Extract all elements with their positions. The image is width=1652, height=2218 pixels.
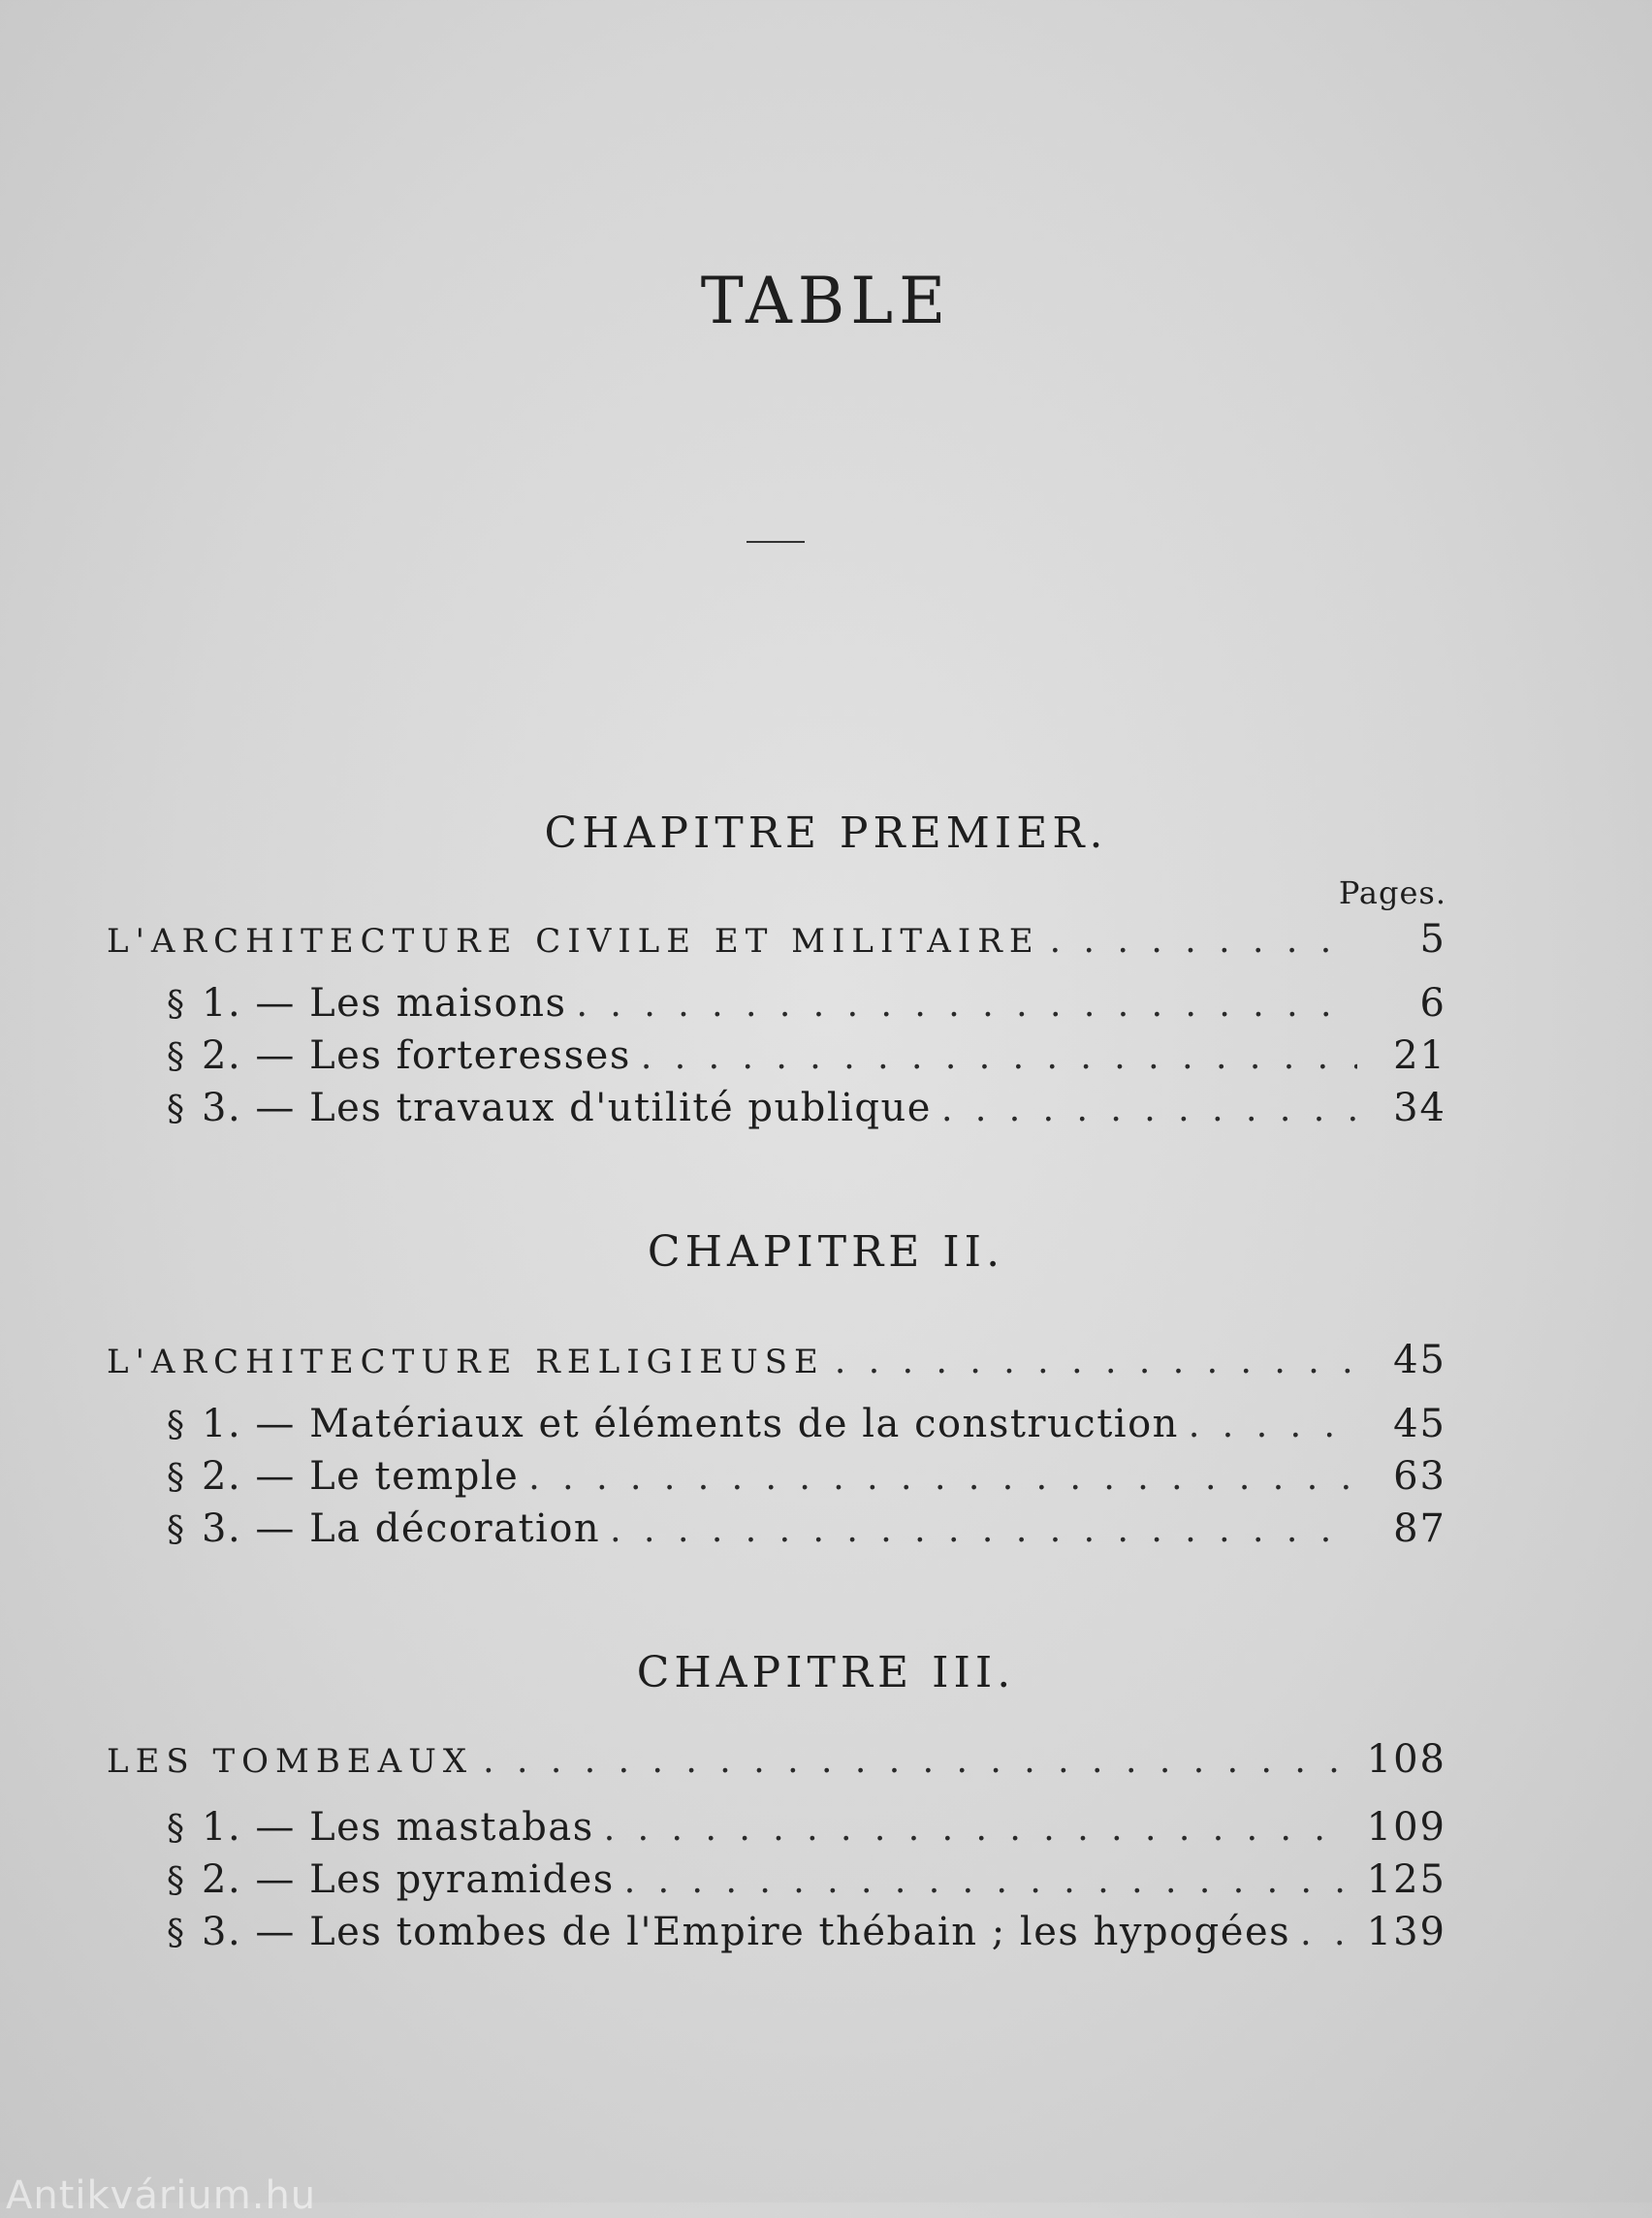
page-number: 34 — [1393, 1086, 1446, 1130]
toc-chapter-entry-2[interactable] — [107, 1338, 1446, 1390]
chapter-heading-3: CHAPITRE III. — [636, 1648, 1016, 1697]
toc-section-entry-3-1[interactable] — [167, 1805, 1446, 1857]
dot-leader — [1300, 1914, 1345, 1953]
section-sign: § — [167, 1809, 184, 1849]
entry-title: 2. — Les pyramides — [202, 1857, 615, 1902]
section-sign: § — [167, 1406, 184, 1445]
toc-chapter-entry-3[interactable] — [107, 1737, 1446, 1790]
page-number: 108 — [1366, 1737, 1446, 1782]
page-number: 45 — [1393, 1338, 1446, 1382]
toc-chapter-entry-1[interactable] — [107, 917, 1446, 969]
toc-section-entry-3-3[interactable] — [167, 1910, 1446, 1962]
page-number: 125 — [1366, 1857, 1446, 1902]
page-number: 45 — [1393, 1402, 1446, 1446]
section-sign: § — [167, 1037, 184, 1077]
chapter-heading-1: CHAPITRE PREMIER. — [544, 808, 1108, 858]
section-sign: § — [167, 1090, 184, 1129]
pages-column-label: Pages. — [1338, 874, 1446, 911]
toc-section-entry-2-3[interactable] — [167, 1506, 1446, 1559]
page-number: 109 — [1366, 1805, 1446, 1850]
toc-section-entry-3-2[interactable] — [167, 1857, 1446, 1910]
entry-title: 3. — Les tombes de l'Empire thébain ; les hypogées — [202, 1910, 1291, 1954]
dot-leader — [1189, 1406, 1357, 1445]
page-number: 139 — [1366, 1910, 1446, 1954]
chapter-heading-2: CHAPITRE II. — [647, 1227, 1005, 1277]
page-number: 63 — [1393, 1454, 1446, 1499]
dot-leader — [604, 1809, 1346, 1849]
dot-leader — [483, 1741, 1346, 1781]
entry-title: 1. — Matériaux et éléments de la construction — [202, 1402, 1179, 1446]
dot-leader — [641, 1037, 1357, 1077]
toc-section-entry-1-3[interactable] — [167, 1086, 1446, 1138]
dot-leader — [1050, 921, 1357, 961]
entry-title: 3. — La décoration — [202, 1506, 601, 1551]
entry-title: L'ARCHITECTURE RELIGIEUSE — [107, 1343, 825, 1381]
toc-section-entry-1-1[interactable] — [167, 981, 1446, 1033]
section-sign: § — [167, 985, 184, 1025]
dot-leader — [528, 1458, 1357, 1498]
section-sign: § — [167, 1914, 184, 1953]
entry-title: L'ARCHITECTURE CIVILE ET MILITAIRE — [107, 922, 1040, 961]
page-number: 5 — [1419, 917, 1446, 962]
page-title: TABLE — [700, 264, 952, 338]
section-sign: § — [167, 1510, 184, 1550]
toc-section-entry-1-2[interactable] — [167, 1033, 1446, 1086]
entry-title: 2. — Le temple — [202, 1454, 520, 1499]
dot-leader — [610, 1510, 1357, 1550]
title-rule — [747, 541, 805, 543]
entry-title: 1. — Les mastabas — [202, 1805, 594, 1850]
dot-leader — [835, 1342, 1357, 1381]
page-number: 21 — [1393, 1033, 1446, 1078]
toc-section-entry-2-2[interactable] — [167, 1454, 1446, 1506]
watermark-text: Antikvárium.hu — [6, 2173, 317, 2218]
entry-title: 2. — Les forteresses — [202, 1033, 631, 1078]
page-number: 6 — [1419, 981, 1446, 1026]
toc-section-entry-2-1[interactable] — [167, 1402, 1446, 1454]
entry-title: 1. — Les maisons — [202, 981, 567, 1026]
dot-leader — [941, 1090, 1357, 1129]
dot-leader — [624, 1861, 1346, 1901]
entry-title: 3. — Les travaux d'utilité publique — [202, 1086, 932, 1130]
section-sign: § — [167, 1861, 184, 1901]
entry-title: LES TOMBEAUX — [107, 1742, 474, 1781]
dot-leader — [577, 985, 1357, 1025]
page-number: 87 — [1393, 1506, 1446, 1551]
section-sign: § — [167, 1458, 184, 1498]
